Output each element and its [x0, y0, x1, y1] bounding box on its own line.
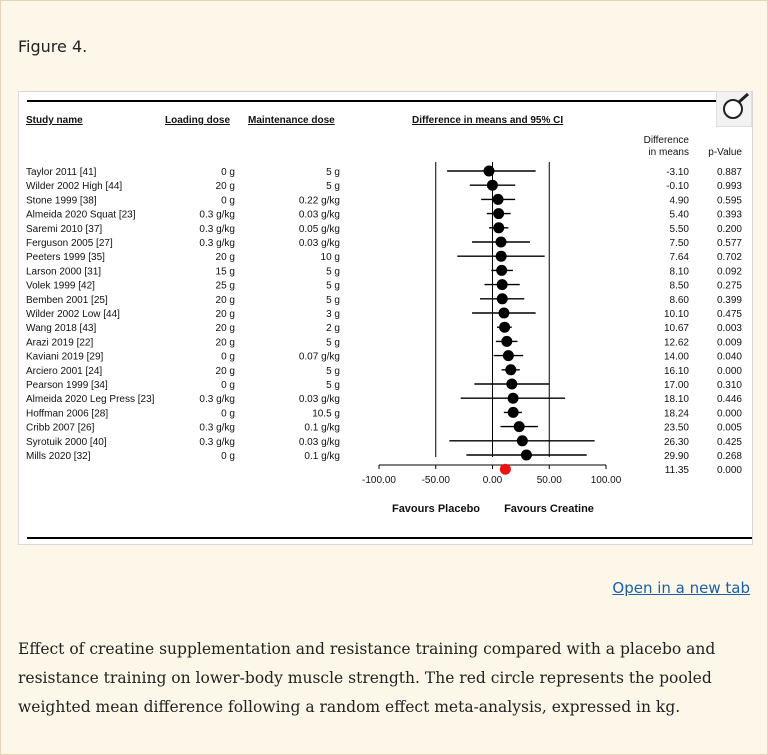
- difference-in-means: 18.24: [663, 408, 689, 420]
- loading-dose: 0 g: [221, 380, 235, 391]
- study-name: Arazi 2019 [22]: [26, 337, 94, 349]
- favours-creatine-label: Favours Creatine: [504, 503, 594, 515]
- loading-dose: 20 g: [215, 181, 235, 193]
- point-estimate: [493, 208, 504, 219]
- header-maintenance: Maintenance dose: [248, 115, 335, 126]
- header-study: Study name: [26, 115, 83, 126]
- p-value: 0.268: [716, 451, 742, 462]
- study-name: Stone 1999 [38]: [26, 195, 97, 207]
- p-value: 0.446: [716, 394, 742, 406]
- study-name: Mills 2020 [32]: [26, 451, 91, 462]
- p-value: 0.009: [716, 337, 742, 349]
- point-estimate: [503, 350, 514, 361]
- p-value: 0.003: [716, 323, 742, 335]
- study-name: Volek 1999 [42]: [26, 280, 95, 292]
- maintenance-dose: 10.5 g: [312, 408, 340, 420]
- p-value: 0.393: [716, 209, 742, 221]
- study-name: Wang 2018 [43]: [26, 323, 97, 335]
- loading-dose: 20 g: [215, 309, 235, 320]
- loading-dose: 0 g: [221, 167, 235, 178]
- study-name: Almeida 2020 Leg Press [23]: [26, 394, 155, 406]
- difference-in-means: 5.50: [669, 223, 689, 235]
- point-estimate: [487, 180, 498, 191]
- difference-in-means: 18.10: [663, 394, 689, 406]
- loading-dose: 0.3 g/kg: [199, 422, 235, 434]
- loading-dose: 0 g: [221, 408, 235, 420]
- loading-dose: 20 g: [215, 294, 235, 306]
- maintenance-dose: 0.03 g/kg: [298, 436, 340, 448]
- loading-dose: 20 g: [215, 252, 235, 264]
- study-name: Taylor 2011 [41]: [26, 167, 97, 178]
- maintenance-dose: 3 g: [326, 309, 340, 320]
- pooled-difference: 11.35: [664, 465, 689, 477]
- point-estimate: [493, 222, 504, 233]
- maintenance-dose: 0.07 g/kg: [298, 351, 340, 363]
- favours-placebo-label: Favours Placebo: [391, 503, 481, 515]
- point-estimate: [508, 393, 519, 404]
- point-estimate: [505, 364, 516, 375]
- difference-in-means: 12.62: [663, 337, 689, 349]
- difference-in-means: 10.67: [663, 323, 689, 335]
- study-name: Arciero 2001 [24]: [26, 365, 103, 377]
- p-value: 0.000: [716, 365, 742, 377]
- header-diff-line1: Difference: [643, 135, 689, 146]
- figure-title: Figure 4.: [18, 37, 88, 56]
- pooled-p-value: 0.000: [716, 465, 742, 477]
- difference-in-means: 26.30: [663, 436, 689, 448]
- pooled-estimate: [500, 464, 511, 475]
- loading-dose: 0.3 g/kg: [199, 238, 235, 249]
- difference-in-means: 8.50: [669, 280, 689, 292]
- difference-in-means: 5.40: [669, 209, 689, 221]
- p-value: 0.310: [716, 380, 742, 391]
- loading-dose: 0.3 g/kg: [199, 209, 235, 221]
- difference-in-means: 8.60: [669, 294, 689, 306]
- point-estimate: [506, 379, 517, 390]
- header-pvalue: p-Value: [708, 147, 742, 158]
- loading-dose: 15 g: [215, 266, 235, 278]
- maintenance-dose: 10 g: [320, 252, 340, 264]
- p-value: 0.887: [716, 167, 742, 178]
- study-name: Pearson 1999 [34]: [26, 380, 108, 391]
- loading-dose: 25 g: [215, 280, 235, 292]
- point-estimate: [497, 279, 508, 290]
- difference-in-means: 29.90: [663, 451, 689, 462]
- maintenance-dose: 2 g: [326, 323, 340, 335]
- study-name: Almeida 2020 Squat [23]: [26, 209, 136, 221]
- study-name: Kaviani 2019 [29]: [26, 351, 104, 363]
- p-value: 0.702: [716, 252, 742, 264]
- difference-in-means: 10.10: [663, 309, 689, 320]
- x-tick-label: -100.00: [362, 475, 396, 486]
- loading-dose: 0.3 g/kg: [199, 223, 235, 235]
- study-name: Syrotuik 2000 [40]: [26, 436, 107, 448]
- point-estimate: [496, 251, 507, 262]
- difference-in-means: 7.50: [669, 238, 689, 249]
- point-estimate: [497, 293, 508, 304]
- point-estimate: [493, 194, 504, 205]
- loading-dose: 0.3 g/kg: [199, 394, 235, 406]
- header-loading: Loading dose: [165, 115, 230, 126]
- loading-dose: 0.3 g/kg: [199, 436, 235, 448]
- point-estimate: [483, 166, 494, 177]
- difference-in-means: -3.10: [666, 167, 689, 178]
- p-value: 0.005: [716, 422, 742, 434]
- p-value: 0.475: [716, 309, 742, 320]
- p-value: 0.577: [716, 238, 742, 249]
- header-ci: Difference in means and 95% CI: [412, 115, 564, 126]
- p-value: 0.000: [716, 408, 742, 420]
- header-diff-line2: in means: [648, 147, 689, 158]
- maintenance-dose: 0.03 g/kg: [298, 209, 340, 221]
- loading-dose: 0 g: [221, 351, 235, 363]
- point-estimate: [517, 435, 528, 446]
- magnifier-icon[interactable]: [716, 91, 752, 127]
- maintenance-dose: 5 g: [326, 280, 340, 292]
- p-value: 0.595: [716, 195, 742, 207]
- point-estimate: [501, 336, 512, 347]
- loading-dose: 0 g: [221, 195, 235, 207]
- x-tick-label: 0.00: [482, 475, 503, 486]
- point-estimate: [508, 407, 519, 418]
- figure-caption: Effect of creatine supplementation and resistance training compared with a placebo and resistance training on lower-body muscle strength. The red circle represents the pooled weighted mean difference following a random effect meta-analysis, expressed in kg.: [18, 640, 716, 716]
- maintenance-dose: 0.1 g/kg: [304, 422, 340, 434]
- study-name: Saremi 2010 [37]: [26, 223, 103, 235]
- forest-plot: [19, 92, 752, 544]
- maintenance-dose: 5 g: [326, 380, 340, 391]
- maintenance-dose: 0.1 g/kg: [304, 451, 340, 462]
- p-value: 0.275: [716, 280, 742, 292]
- x-tick-label: 50.00: [536, 475, 562, 486]
- study-name: Peeters 1999 [35]: [26, 252, 105, 264]
- study-rows: [26, 167, 742, 476]
- difference-in-means: 7.64: [669, 252, 689, 264]
- point-estimate: [521, 450, 532, 461]
- study-name: Wilder 2002 Low [44]: [26, 309, 120, 320]
- point-estimate: [499, 322, 510, 333]
- maintenance-dose: 0.03 g/kg: [298, 394, 340, 406]
- loading-dose: 20 g: [215, 323, 235, 335]
- point-estimate: [514, 421, 525, 432]
- difference-in-means: 4.90: [669, 195, 689, 207]
- study-name: Bemben 2001 [25]: [26, 294, 108, 306]
- p-value: 0.399: [716, 294, 742, 306]
- point-estimate: [498, 308, 509, 319]
- maintenance-dose: 5 g: [326, 294, 340, 306]
- loading-dose: 20 g: [215, 365, 235, 377]
- point-estimate: [496, 265, 507, 276]
- difference-in-means: 23.50: [663, 422, 689, 434]
- plot-area: [362, 162, 622, 486]
- p-value: 0.040: [716, 351, 742, 363]
- p-value: 0.092: [716, 266, 742, 278]
- x-tick-label: 100.00: [590, 475, 622, 486]
- p-value: 0.993: [716, 181, 742, 193]
- maintenance-dose: 5 g: [326, 365, 340, 377]
- maintenance-dose: 0.03 g/kg: [298, 238, 340, 249]
- loading-dose: 0 g: [221, 451, 235, 462]
- maintenance-dose: 5 g: [326, 181, 340, 193]
- figure-image-frame[interactable]: [18, 91, 753, 545]
- maintenance-dose: 5 g: [326, 266, 340, 278]
- difference-in-means: 8.10: [669, 266, 689, 278]
- maintenance-dose: 0.05 g/kg: [298, 223, 340, 235]
- x-tick-label: -50.00: [421, 475, 450, 486]
- maintenance-dose: 0.22 g/kg: [298, 195, 340, 207]
- difference-in-means: 14.00: [663, 351, 689, 363]
- study-name: Cribb 2007 [26]: [26, 422, 95, 434]
- maintenance-dose: 5 g: [326, 337, 340, 349]
- study-name: Hoffman 2006 [28]: [26, 408, 109, 420]
- difference-in-means: -0.10: [666, 181, 689, 193]
- point-estimate: [496, 237, 507, 248]
- open-in-new-tab-link[interactable]: Open in a new tab: [612, 579, 750, 597]
- study-name: Larson 2000 [31]: [26, 266, 102, 278]
- maintenance-dose: 5 g: [326, 167, 340, 178]
- p-value: 0.425: [716, 436, 742, 448]
- loading-dose: 20 g: [215, 337, 235, 349]
- study-name: Wilder 2002 High [44]: [26, 181, 123, 193]
- p-value: 0.200: [716, 223, 742, 235]
- difference-in-means: 16.10: [663, 365, 689, 377]
- study-name: Ferguson 2005 [27]: [26, 238, 113, 249]
- difference-in-means: 17.00: [663, 380, 689, 391]
